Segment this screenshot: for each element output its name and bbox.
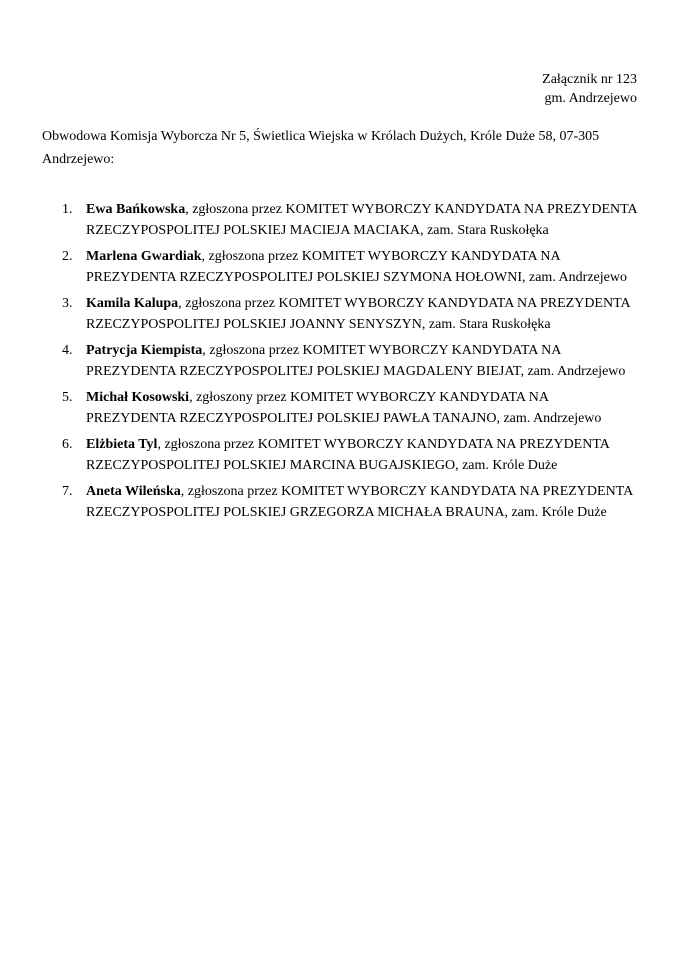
- list-item-number: 2.: [62, 249, 73, 264]
- member-details: RZECZYPOSPOLITEJ POLSKIEJ MACIEJA MACIAKA, zam. Stara Ruskołęka: [86, 223, 549, 238]
- member-details: PREZYDENTA RZECZYPOSPOLITEJ POLSKIEJ SZYMONA HOŁOWNI, zam. Andrzejewo: [86, 270, 627, 285]
- list-item: [62, 199, 642, 241]
- list-item-text: [86, 246, 642, 288]
- attachment-municipality: gm. Andrzejewo: [544, 91, 637, 106]
- list-item-text: [86, 481, 642, 523]
- member-nomination: , zgłoszony przez KOMITET WYBORCZY KANDYDATA NA: [189, 390, 549, 405]
- member-name: Marlena Gwardiak: [86, 249, 202, 264]
- member-name: Patrycja Kiempista: [86, 343, 203, 358]
- member-details: RZECZYPOSPOLITEJ POLSKIEJ MARCINA BUGAJSKIEGO, zam. Króle Duże: [86, 458, 558, 473]
- list-item-number: 7.: [62, 484, 73, 499]
- member-details: RZECZYPOSPOLITEJ POLSKIEJ JOANNY SENYSZYN, zam. Stara Ruskołęka: [86, 317, 551, 332]
- list-item: [62, 293, 642, 335]
- list-item-text: [86, 434, 642, 476]
- member-name: Aneta Wileńska: [86, 484, 181, 499]
- member-name: Kamila Kalupa: [86, 296, 179, 311]
- member-details: PREZYDENTA RZECZYPOSPOLITEJ POLSKIEJ PAWŁA TANAJNO, zam. Andrzejewo: [86, 411, 602, 426]
- member-name: Elżbieta Tyl: [86, 437, 158, 452]
- member-name: Ewa Bańkowska: [86, 202, 186, 217]
- list-item-number: 3.: [62, 296, 73, 311]
- list-item: [62, 340, 642, 382]
- member-nomination: , zgłoszona przez KOMITET WYBORCZY KANDYDATA NA PREZYDENTA: [180, 484, 634, 499]
- list-item-text: [86, 199, 642, 241]
- member-nomination: , zgłoszona przez KOMITET WYBORCZY KANDYDATA NA: [202, 343, 562, 358]
- attachment-header: [542, 70, 637, 108]
- list-item-number: 4.: [62, 343, 73, 358]
- list-item-number: 5.: [62, 390, 73, 405]
- commission-address-line2: Andrzejewo:: [42, 152, 115, 167]
- list-item-text: [86, 387, 642, 429]
- member-nomination: , zgłoszona przez KOMITET WYBORCZY KANDYDATA NA PREZYDENTA: [185, 202, 638, 217]
- member-nomination: , zgłoszona przez KOMITET WYBORCZY KANDYDATA NA PREZYDENTA: [157, 437, 610, 452]
- list-item-number: 6.: [62, 437, 73, 452]
- member-details: PREZYDENTA RZECZYPOSPOLITEJ POLSKIEJ MAGDALENY BIEJAT, zam. Andrzejewo: [86, 364, 626, 379]
- list-item: [62, 387, 642, 429]
- list-item-number: 1.: [62, 202, 73, 217]
- member-nomination: , zgłoszona przez KOMITET WYBORCZY KANDYDATA NA PREZYDENTA: [178, 296, 631, 311]
- member-details: RZECZYPOSPOLITEJ POLSKIEJ GRZEGORZA MICHAŁA BRAUNA, zam. Króle Duże: [86, 505, 607, 520]
- member-name: Michał Kosowski: [86, 390, 190, 405]
- attachment-number: Załącznik nr 123: [542, 72, 637, 87]
- commission-address-line1: Obwodowa Komisja Wyborcza Nr 5, Świetlica Wiejska w Królach Dużych, Króle Duże 58, 07-305: [42, 129, 600, 144]
- list-item: [62, 481, 642, 523]
- members-list: [62, 199, 642, 528]
- list-item-text: [86, 293, 642, 335]
- list-item: [62, 246, 642, 288]
- list-item-text: [86, 340, 642, 382]
- commission-address: [42, 125, 642, 171]
- list-item: [62, 434, 642, 476]
- member-nomination: , zgłoszona przez KOMITET WYBORCZY KANDYDATA NA: [201, 249, 561, 264]
